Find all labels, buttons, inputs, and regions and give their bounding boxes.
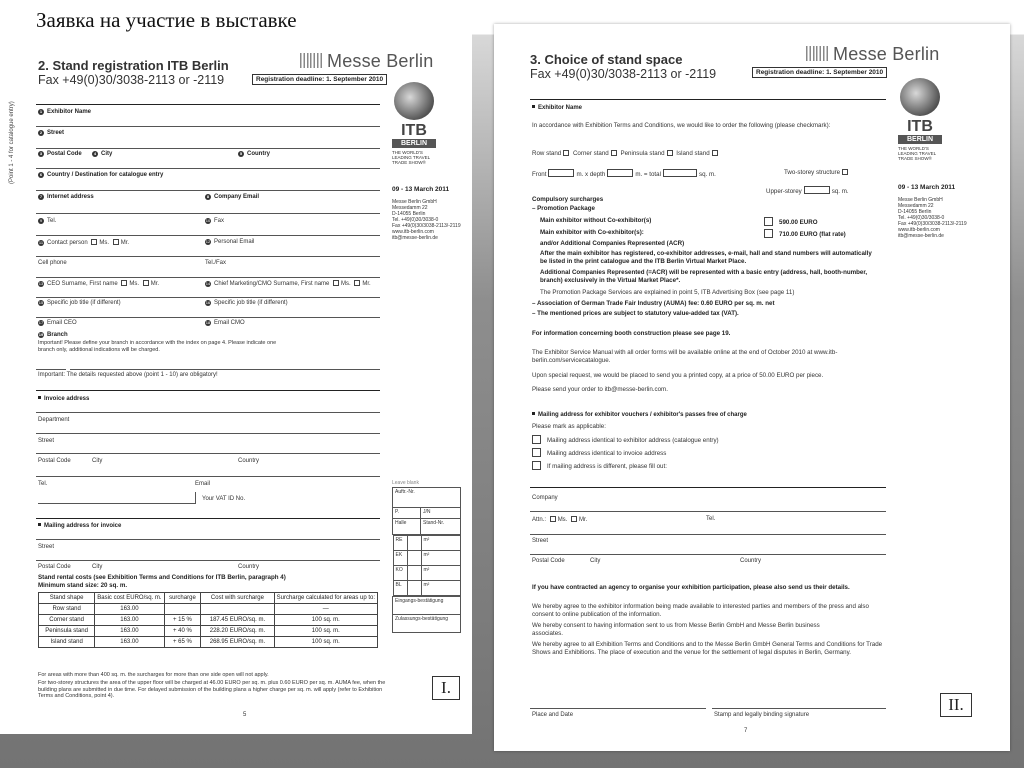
slide-title: Заявка на участие в выставке (36, 8, 297, 32)
personal-email-label: 12 Personal Email (205, 239, 255, 245)
ceo-mr-checkbox[interactable] (143, 280, 149, 286)
exhibitor-name-field[interactable] (36, 126, 380, 127)
rental-cell: 228.20 EURO/sq. m. (201, 626, 274, 637)
order-intro: In accordance with Exhibition Terms and Conditions, we would like to order the following (please checkmark): (532, 122, 831, 129)
globe-icon (900, 78, 940, 116)
catalogue-sidebar-note: (Point 1 - 4 for catalogue entry) (9, 101, 15, 184)
office-area-row (393, 536, 460, 551)
branch-note: Important! Please define your branch in accordance with the index on page 4. Please indicate one branch only, additional indications will be charged. (38, 340, 277, 353)
rental-cost-table (38, 592, 378, 648)
rental-cell: 163.00 (95, 626, 164, 637)
office-m2-cell: m² (421, 536, 460, 551)
invoice-street-field[interactable] (36, 453, 380, 454)
rental-cell: 100 sq. m. (274, 637, 377, 648)
booth-info: For information concerning booth construction please see page 19. (532, 330, 731, 337)
page-number: 5 (243, 712, 247, 718)
vat-note: – The mentioned prices are subject to statutory value-added tax (VAT). (532, 310, 739, 317)
stand-registration-page (0, 34, 472, 734)
tel-label: Tel. (706, 516, 716, 522)
messe-berlin-logo: Messe Berlin (806, 44, 939, 65)
rental-cell (201, 604, 274, 615)
office-area-row (393, 581, 460, 596)
signature-label: Stamp and legally binding signature (714, 712, 810, 718)
agree-terms: We hereby agree to all Exhibition Terms and Conditions and to the Messe Berlin GmbH General Terms and Conditions for Trade Shows and Exhibitions. The place of execution and the venue for the settlement of legal disputes in Berlin, Germany. (532, 641, 883, 656)
mr-checkbox[interactable] (113, 239, 119, 245)
main-with-checkbox[interactable] (764, 229, 773, 238)
rental-cell: 163.00 (95, 637, 164, 648)
vouchers-heading: Mailing address for exhibitor vouchers / exhibitor's passes free of charge (532, 412, 747, 418)
city-label: 4 City (93, 151, 113, 157)
agree-information: We hereby consent to having information sent to us from Messe Berlin GmbH and Messe Berlin business associates. (532, 622, 820, 637)
jn-cell: J/N (421, 508, 461, 519)
country-label: 5 Country (239, 151, 270, 157)
fax-label: 10 Fax (205, 218, 225, 224)
attn-label: Attn.: Ms. Mr. (532, 517, 588, 523)
rental-cell: — (274, 604, 377, 615)
branch-field-1[interactable] (36, 369, 66, 370)
company-label: Company (532, 495, 558, 501)
invoice-address-checkbox[interactable] (532, 448, 541, 457)
invoice-email-label: Email (195, 481, 211, 487)
department-field[interactable] (36, 433, 380, 434)
logo-bars-icon (300, 53, 322, 68)
acr-note: Additional Companies Represented (=ACR) will be represented with a basic entry (address, hall, booth-number, branch) exclusively in the Virtual Market Place*. (540, 269, 868, 284)
compulsory-heading: Compulsory surcharges (532, 196, 604, 203)
street-label: Street (532, 538, 549, 544)
office-m2-cell: m² (421, 566, 460, 581)
fax-number: Fax +49(0)30/3038-2113 or -2119 (530, 67, 717, 81)
upper-storey-row: Upper-storey sq. m. (766, 188, 849, 195)
option-exhibitor-address[interactable]: Mailing address identical to exhibitor address (catalogue entry) (532, 435, 719, 445)
rental-cell (164, 604, 201, 615)
logo-bars-icon (806, 46, 828, 61)
peninsula-stand-label: Peninsula stand (620, 150, 665, 157)
agree-publication: We hereby agree to the exhibitor information being made available to interested parties and members of the press and also consent to online publication of the information. (532, 603, 869, 618)
island-stand-label: Island stand (676, 150, 710, 157)
service-manual-note: The Exhibitor Service Manual with all order forms will be available online at the end of October 2010 at www.itb-berlin.com/servicecatalogue. (532, 349, 838, 364)
ceo-field[interactable] (36, 297, 380, 298)
cmo-label: 14 Chief Marketing/CMO Surname, First name Ms. Mr. (205, 281, 371, 287)
office-m2-cell: m² (421, 551, 460, 566)
form-number-badge: I. (432, 676, 460, 700)
rental-cell: 163.00 (95, 615, 164, 626)
invoice-postal-label: Postal Code (38, 458, 71, 464)
attn-mr-checkbox[interactable] (571, 516, 577, 522)
internet-field[interactable] (36, 213, 380, 214)
rental-intro: Stand rental costs (see Exhibition Terms and Conditions for ITB Berlin, paragraph 4) (38, 574, 286, 581)
street-field[interactable] (36, 148, 380, 149)
tel-label: 9 Tel. (39, 218, 57, 224)
promotion-heading: – Promotion Package (532, 205, 595, 212)
mailing-street-field[interactable] (36, 560, 380, 561)
order-number-cell: Auftr.-Nr. (393, 488, 461, 508)
total-input[interactable] (663, 169, 697, 177)
catalogue-country-label: 6 Country / Destination for catalogue entry (39, 172, 164, 178)
organizer-address: Messe Berlin GmbH Messedamm 22 D-14055 Berlin Tel. +49(0)30/3038-0 Fax +49(0)30/3038-2113/-2119 www.itb-berlin.com itb@messe-berlin.de (898, 197, 967, 239)
eingang-cell: Eingangs-bestätigung (393, 597, 461, 615)
deadline-badge: Registration deadline: 1. September 2010 (252, 74, 387, 85)
deadline-badge: Registration deadline: 1. September 2010 (752, 67, 887, 78)
cell-field[interactable] (36, 277, 380, 278)
internet-address-label: 7 Internet address (39, 194, 94, 200)
rental-cell: 268.95 EURO/sq. m. (201, 637, 274, 648)
catalogue-country-field[interactable] (36, 190, 380, 191)
send-order-note: Please send your order to itb@messe-berlin.com. (532, 386, 668, 393)
printed-copy-note: Upon special request, we would be placed to send you a printed copy, at a price of 50.00 EURO per piece. (532, 372, 824, 379)
rental-cell: Peninsula stand (39, 626, 95, 637)
rental-header: Basic cost EURO/sq. m. (95, 593, 164, 604)
event-dates: 09 - 13 March 2011 (392, 186, 450, 193)
department-label: Department (38, 417, 70, 423)
city-label: City (590, 558, 601, 564)
rental-header: Stand shape (39, 593, 95, 604)
please-mark-label: Please mark as applicable: (532, 423, 606, 430)
invoice-city-label: City (92, 458, 103, 464)
ceo-label: 13 CEO Surname, First name Ms. Mr. (38, 281, 160, 287)
page-title: 3. Choice of stand space (530, 52, 683, 67)
halle-cell: Halle (393, 519, 421, 535)
exhibitor-address-checkbox[interactable] (532, 435, 541, 444)
attn-ms-checkbox[interactable] (550, 516, 556, 522)
different-address-checkbox[interactable] (532, 461, 541, 470)
island-stand-checkbox[interactable] (712, 150, 718, 156)
fax-number: Fax +49(0)30/3038-2113 or -2119 (38, 73, 225, 87)
obligatory-note: Important: The details requested above (point 1 - 10) are obligatory! (38, 372, 218, 378)
page-number: 7 (744, 728, 748, 734)
email-ceo-label: 17 Email CEO (38, 320, 77, 326)
invoice-company-field[interactable] (36, 412, 380, 413)
cmo-ms-checkbox[interactable] (333, 280, 339, 286)
job-title-ceo-label: 15 Specific job title (if different) (38, 300, 121, 306)
stand-type-options (532, 150, 720, 158)
tel-fax-label: Tel./Fax (205, 260, 227, 266)
rental-note-2: For two-storey structures the area of the upper floor will be charged at 46.00 EURO per sq. m. plus 0.60 EURO per sq. m. AUMA fee, when the building plans are submitted in due time. For delayed submission of the building plans a higher charge per sq. m. will apply (refer to Exhibition Terms and Conditions, point 4). (38, 680, 386, 699)
rental-cell: Row stand (39, 604, 95, 615)
acr-label: and/or Additional Companies Represented (ACR) (540, 240, 685, 247)
office-blank-cell (407, 536, 421, 551)
price-with: 710.00 EURO (flat rate) (764, 229, 846, 239)
itb-logo: ITB BERLIN THE WORLD'S LEADING TRAVEL TRADE SHOW® (898, 78, 942, 172)
option-invoice-address[interactable]: Mailing address identical to invoice address (532, 448, 666, 458)
mailing-company-field[interactable] (36, 539, 380, 540)
ceo-ms-checkbox[interactable] (121, 280, 127, 286)
job-title-cmo-label: 16 Specific job title (if different) (205, 300, 288, 306)
rental-header-row (39, 593, 378, 604)
tel-fax-field[interactable] (36, 235, 380, 236)
office-area-row (393, 566, 460, 581)
cell-phone-label: Cell phone (38, 260, 67, 266)
office-code-cell: EK (393, 551, 407, 566)
form-number-badge: II. (940, 693, 972, 717)
page-title: 2. Stand registration ITB Berlin (38, 58, 229, 73)
branch-label: 19 Branch (38, 332, 68, 338)
rental-header: surcharge (164, 593, 201, 604)
place-date-label: Place and Date (532, 712, 574, 718)
company-email-label: 8 Company Email (206, 194, 260, 200)
corner-stand-label: Corner stand (572, 150, 609, 157)
office-area-table (393, 535, 461, 596)
promo-note: The Promotion Package Services are explained in point 5, ITB Advertising Box (see page 11) (540, 289, 795, 296)
rental-cell: Island stand (39, 637, 95, 648)
option-different-address[interactable]: If mailing address is different, please fill out: (532, 461, 667, 471)
p-cell: P. (393, 508, 421, 519)
country-label: Country (740, 558, 762, 564)
postal-code-label: Postal Code (532, 558, 565, 564)
rental-row (39, 615, 378, 626)
rental-cell: 163.00 (95, 604, 164, 615)
leave-blank-label: Leave blank (392, 480, 419, 486)
office-m2-cell: m² (421, 581, 460, 596)
street-label: 2 Street (39, 130, 65, 136)
office-code-cell: RE (393, 536, 407, 551)
invoice-street-label: Street (38, 438, 55, 444)
rental-cell: + 65 % (164, 637, 201, 648)
main-with-label: Main exhibitor with Co-exhibitor(s): (540, 229, 644, 236)
office-code-cell: BL (393, 581, 407, 596)
corner-stand-checkbox[interactable] (611, 150, 617, 156)
mailing-country-label: Country (238, 564, 260, 570)
contact-person-label: 11 Contact person Ms. Mr. (38, 240, 130, 246)
place-date-field[interactable] (530, 708, 706, 709)
row-stand-checkbox[interactable] (563, 150, 569, 156)
postal-code-label: 3 Postal Code (39, 151, 82, 157)
mailing-postal-label: Postal Code (38, 564, 71, 570)
main-without-checkbox[interactable] (764, 217, 773, 226)
mailing-city-label: City (92, 564, 103, 570)
rental-cell: + 15 % (164, 615, 201, 626)
invoice-country-label: Country (238, 458, 260, 464)
stand-space-page (494, 24, 1010, 751)
agency-note: If you have contracted an agency to organise your exhibition participation, please also send us their details. (532, 584, 850, 591)
cmo-mr-checkbox[interactable] (354, 280, 360, 286)
office-blank-cell (407, 581, 421, 596)
after-main-note: After the main exhibitor has registered, co-exhibitor addresses, e-mail, hall and stand numbers will automatically be listed in the print catalogue and the ITB Berlin Virtual Market Place. (540, 250, 872, 265)
front-input[interactable] (548, 169, 574, 177)
vat-id-field[interactable] (38, 492, 196, 504)
ms-checkbox[interactable] (91, 239, 97, 245)
invoice-tel-label: Tel. (38, 481, 48, 487)
upper-storey-input[interactable] (804, 186, 830, 194)
main-without-label: Main exhibitor without Co-exhibitor(s) (540, 217, 652, 224)
street-field[interactable] (530, 554, 886, 555)
rental-header: Surcharge calculated for areas up to: (274, 593, 377, 604)
exhibitor-name-label: Exhibitor Name (532, 105, 582, 111)
address-field[interactable] (36, 168, 380, 169)
attn-field[interactable] (530, 534, 886, 535)
peninsula-stand-checkbox[interactable] (667, 150, 673, 156)
job-title-field[interactable] (36, 317, 380, 318)
invoice-heading: Invoice address (38, 396, 89, 402)
messe-berlin-logo: Messe Berlin (300, 51, 433, 72)
rental-note-1: For areas with more than 400 sq. m. the surcharges for more than one side open will not apply. (38, 672, 269, 678)
rental-cell: + 40 % (164, 626, 201, 637)
branch-field-2[interactable] (70, 369, 380, 370)
stand-dimensions-row: Front m. x depth m. = total sq. m. (532, 171, 716, 178)
mailing-invoice-heading: Mailing address for invoice (38, 523, 121, 529)
office-area-row (393, 551, 460, 566)
office-code-cell: KO (393, 566, 407, 581)
row-stand-label: Row stand (532, 150, 562, 157)
two-storey-option: Two-storey structure (784, 169, 850, 177)
office-blank-cell (407, 566, 421, 581)
signature-field[interactable] (712, 708, 886, 709)
rental-cell: 187.45 EURO/sq. m. (201, 615, 274, 626)
price-without: 590.00 EURO (764, 217, 818, 227)
office-blank-cell (407, 551, 421, 566)
rental-cell: Corner stand (39, 615, 95, 626)
rental-header: Cost with surcharge (201, 593, 274, 604)
rental-row (39, 604, 378, 615)
rental-cell: 100 sq. m. (274, 626, 377, 637)
organizer-address: Messe Berlin GmbH Messedamm 22 D-14055 Berlin Tel. +49(0)30/3038-0 Fax +49(0)30/3038-2113/-2119 www.itb-berlin.com itb@messe-berlin.de (392, 199, 461, 241)
auma-fee: – Association of German Trade Fair Industry (AUMA) fee: 0.60 EURO per sq. m. net (532, 300, 775, 307)
zulassung-cell: Zulassungs-bestätigung (393, 615, 461, 633)
event-dates: 09 - 13 March 2011 (898, 184, 956, 191)
office-use-box (392, 487, 461, 633)
mailing-street-label: Street (38, 544, 55, 550)
invoice-address-field[interactable] (36, 476, 380, 477)
itb-logo: ITB BERLIN THE WORLD'S LEADING TRAVEL TRADE SHOW® (392, 82, 436, 176)
contact-field[interactable] (36, 256, 380, 257)
rental-row (39, 637, 378, 648)
exhibitor-name-label: 1 Exhibitor Name (39, 109, 92, 115)
globe-icon (394, 82, 434, 120)
rental-cell: 100 sq. m. (274, 615, 377, 626)
email-cmo-label: 18 Email CMO (205, 320, 245, 326)
stand-nr-cell: Stand-Nr. (421, 519, 461, 535)
vat-id-label: Your VAT ID No. (202, 496, 246, 502)
company-field[interactable] (530, 511, 886, 512)
depth-input[interactable] (607, 169, 633, 177)
rental-row (39, 626, 378, 637)
rental-min-size: Minimum stand size: 20 sq. m. (38, 582, 128, 589)
two-storey-checkbox[interactable] (842, 169, 848, 175)
